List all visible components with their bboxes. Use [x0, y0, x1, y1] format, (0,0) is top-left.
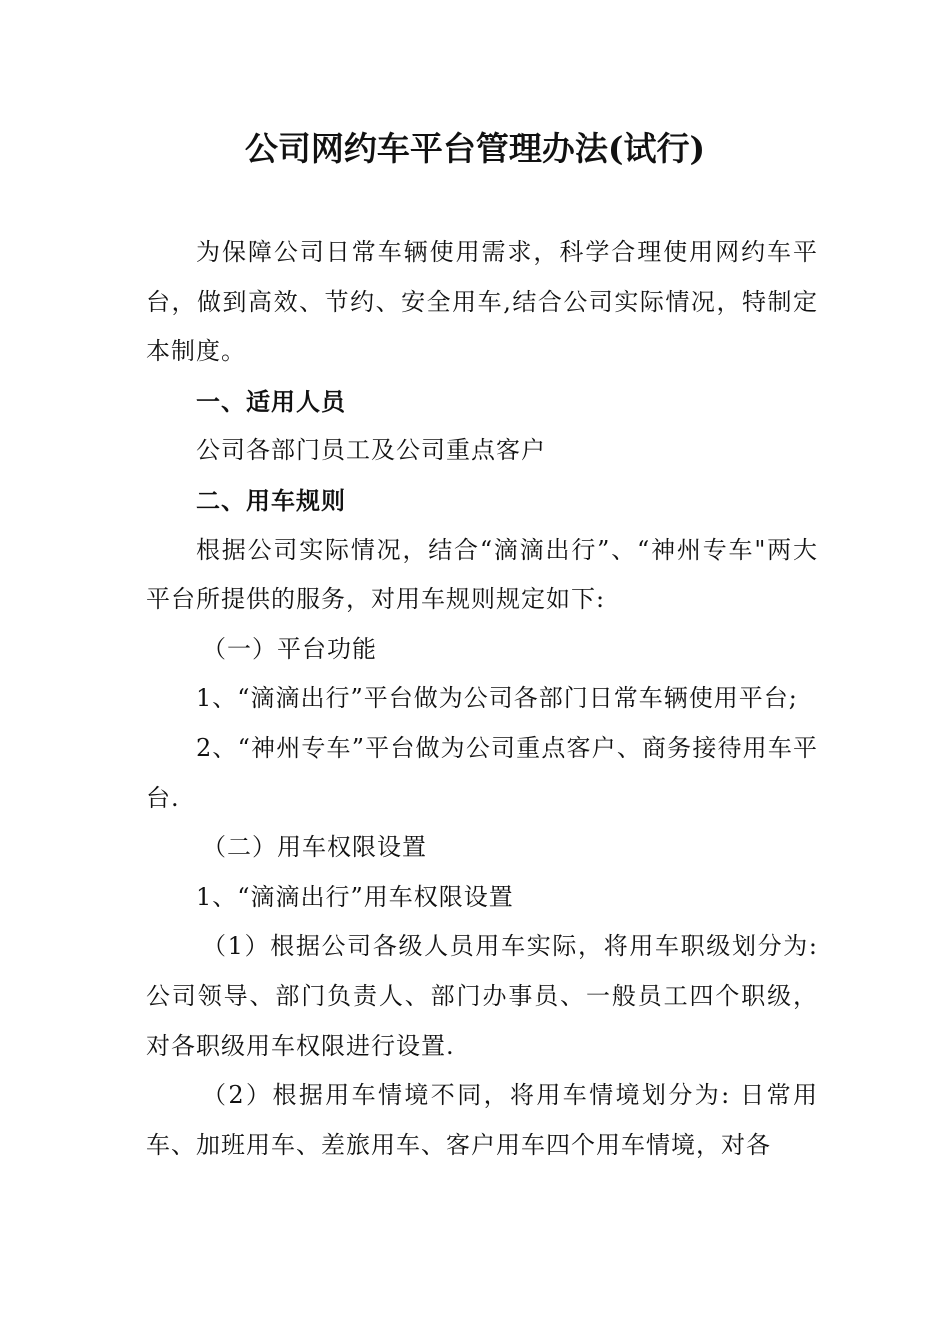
document-title: 公司网约车平台管理办法(试行)	[244, 129, 706, 168]
section-heading-applicable-persons: 一、适用人员	[196, 386, 346, 416]
section-heading-car-rules: 二、用车规则	[196, 485, 346, 515]
paragraph-applicable-persons: 公司各部门员工及公司重点客户	[196, 436, 546, 465]
list-item-scenario-division: （2）根据用车情境不同，将用车情境划分为: 日常用车、加班用车、差旅用车、客户用车四个用车情境，对各	[146, 1081, 818, 1159]
intro-paragraph: 为保障公司日常车辆使用需求，科学合理使用网约车平台，做到高效、节约、安全用车,结合公司实际情况，特制定本制度。	[146, 238, 818, 366]
subsection-heading-permission-settings: （二）用车权限设置	[202, 833, 427, 862]
paragraph-car-rules: 根据公司实际情况，结合“滴滴出行”、“神州专车"两大平台所提供的服务，对用车规则规定如下:	[146, 535, 818, 614]
subsection-heading-platform-functions: （一）平台功能	[202, 634, 377, 663]
list-item-shenzhou-platform: 2、“神州专车”平台做为公司重点客户、商务接待用车平台.	[146, 733, 818, 812]
list-item-didi-platform: 1、“滴滴出行”平台做为公司各部门日常车辆使用平台;	[196, 684, 798, 713]
list-item-didi-permissions: 1、“滴滴出行”用车权限设置	[196, 882, 514, 911]
document-body	[146, 228, 818, 1170]
list-item-rank-division: （1）根据公司各级人员用车实际，将用车职级划分为:公司领导、部门负责人、部门办事员、一般员工四个职级，对各职级用车权限进行设置.	[146, 932, 818, 1060]
